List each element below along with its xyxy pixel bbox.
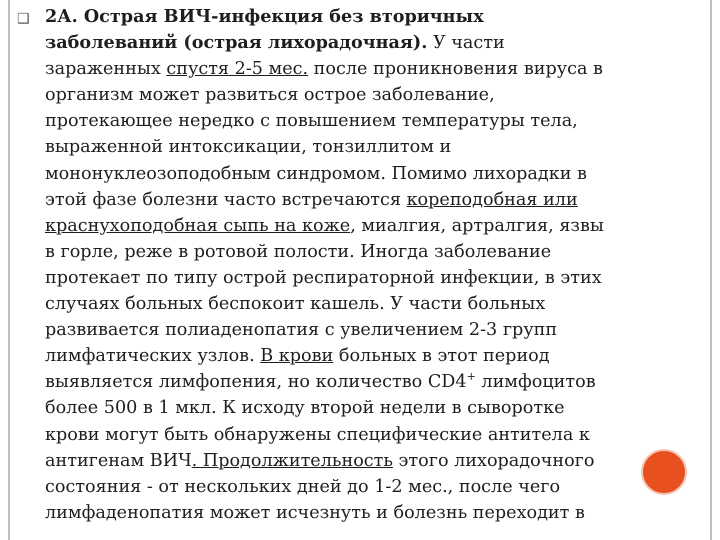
body-text: больных в этот период — [333, 346, 550, 367]
body-text: зараженных — [45, 59, 167, 80]
text-line: протекает по типу острой респираторной инфекции, в этих — [45, 267, 602, 288]
orange-circle-icon — [641, 449, 687, 495]
text-line: организм может развиться острое заболевание, — [45, 85, 495, 106]
slide-frame-right — [710, 0, 712, 540]
body-text: лимфоцитов — [475, 372, 596, 393]
text-line — [45, 187, 695, 213]
text-line — [45, 343, 695, 369]
heading-text: 2А. Острая ВИЧ-инфекция без вторичных — [45, 6, 484, 27]
body-text: антигенам ВИЧ — [45, 450, 192, 471]
superscript: + — [466, 370, 476, 384]
text-line: лимфаденопатия может исчезнуть и болезнь переходит в — [45, 502, 585, 523]
body-text: У части — [427, 33, 505, 54]
body-text: , миалгия, артралгия, язвы — [350, 215, 604, 236]
body-text: после проникновения вируса в — [308, 59, 603, 80]
text-line: более 500 в 1 мкл. К исходу второй недели в сыворотке — [45, 398, 565, 419]
underlined-text: кореподобная или — [406, 189, 578, 210]
text-line — [45, 213, 695, 239]
underlined-text: . Продолжительность — [191, 450, 393, 471]
text-line: состояния - от нескольких дней до 1-2 мес., после чего — [45, 476, 561, 497]
slide-frame-left — [8, 0, 10, 540]
slide-body-text — [45, 4, 695, 526]
checkbox-bullet-icon: ❑ — [17, 11, 30, 27]
text-line: протекающее нередко с повышением температуры тела, — [45, 111, 578, 132]
text-line — [45, 369, 695, 395]
text-line: мононуклеозоподобным синдромом. Помимо лихорадки в — [45, 163, 587, 184]
underlined-text: В крови — [260, 346, 334, 367]
body-text: лимфатических узлов. — [45, 346, 261, 367]
text-line: выраженной интоксикации, тонзиллитом и — [45, 137, 452, 158]
body-text: выявляется лимфопения, но количество CD4 — [45, 372, 467, 393]
underlined-text: спустя 2-5 мес. — [166, 59, 309, 80]
text-line — [45, 56, 695, 82]
text-line: развивается полиаденопатия с увеличением 2-3 групп — [45, 320, 558, 341]
underlined-text: краснухоподобная сыпь на коже — [45, 215, 351, 236]
text-line: случаях больных беспокоит кашель. У части больных — [45, 294, 546, 315]
text-line: крови могут быть обнаружены специфические антитела к — [45, 424, 590, 445]
text-line — [45, 30, 695, 56]
text-line — [45, 448, 695, 474]
text-line: в горле, реже в ротовой полости. Иногда заболевание — [45, 241, 552, 262]
body-text: этой фазе болезни часто встречаются — [45, 189, 407, 210]
text-line — [45, 4, 695, 30]
heading-text: заболеваний (острая лихорадочная). — [45, 32, 428, 54]
body-text: этого лихорадочного — [392, 450, 595, 471]
